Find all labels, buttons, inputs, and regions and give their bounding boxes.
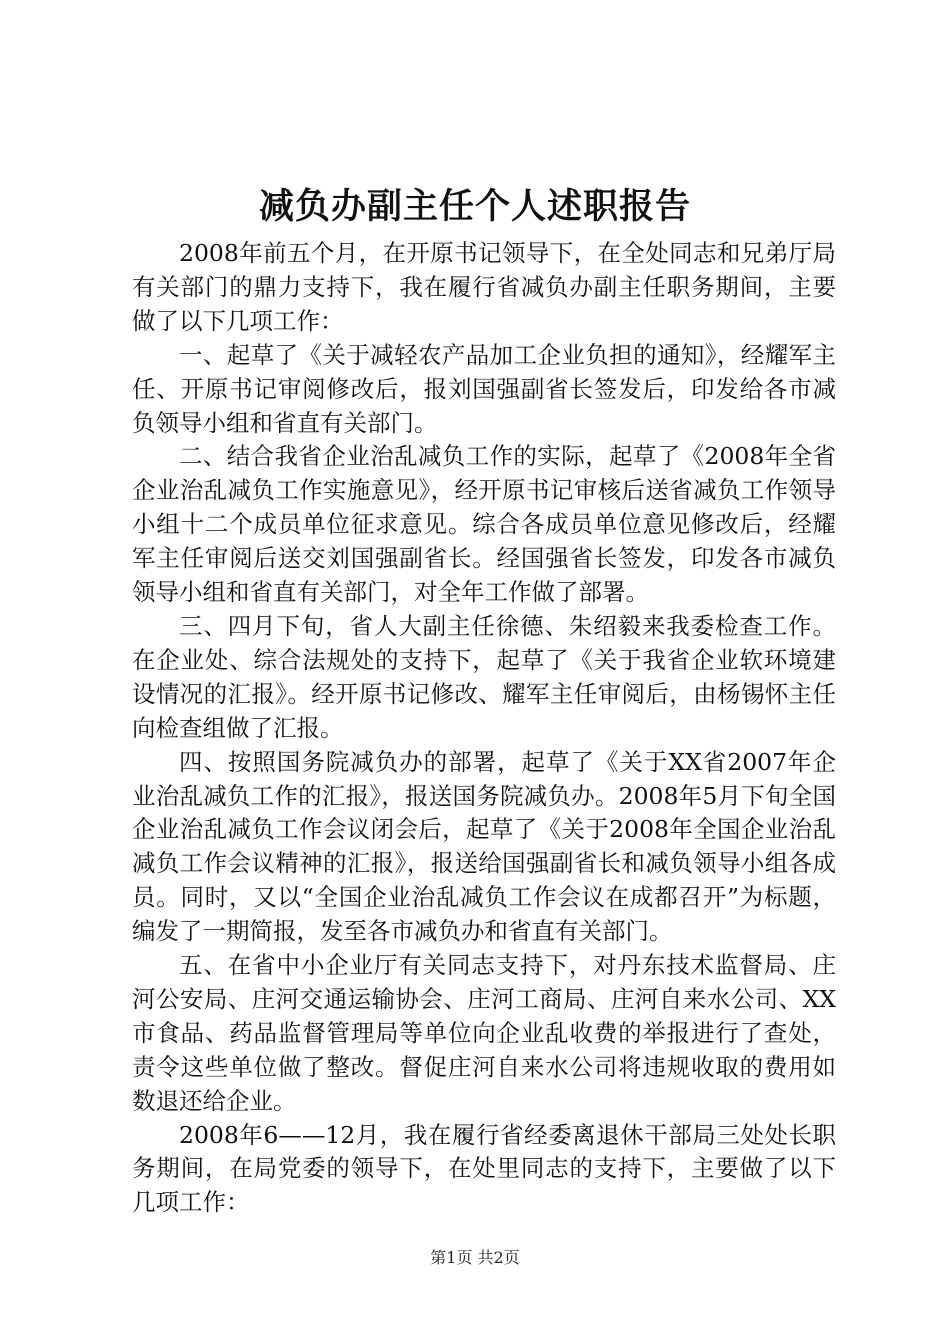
document-title: 减负办副主任个人述职报告 (258, 186, 691, 227)
paragraph-item-1: 一、起草了《关于减轻农产品加工企业负担的通知》，经耀军主任、开原书记审阅修改后，报刘国强副省长签发后，印发给各市减负领导小组和省直有关部门。 (132, 340, 836, 437)
paragraph-item-2: 二、结合我省企业治乱减负工作的实际，起草了《2008年全省企业治乱减负工作实施意见》，经开原书记审核后送省减负工作领导小组十二个成员单位征求意见。综合各成员单位意见修改后，经耀军主任审阅后送交刘国强副省长。经国强省长签发，印发各市减负领导小组和省直有关部门，对全年工作做了部署。 (132, 442, 836, 607)
document-body (132, 237, 836, 1220)
paragraph-intro: 2008年前五个月，在开原书记领导下，在全处同志和兄弟厅局有关部门的鼎力支持下，我在履行省减负办副主任职务期间，主要做了以下几项工作： (132, 239, 836, 335)
paragraph-second-period: 2008年6——12月，我在履行省经委离退休干部局三处处长职务期间，在局党委的领导下，在处里同志的支持下，主要做了以下几项工作： (132, 1120, 836, 1217)
page-footer: 第1页 共2页 (430, 1248, 520, 1267)
paragraph-item-4: 四、按照国务院减负办的部署，起草了《关于XX省2007年企业治乱减负工作的汇报》，报送国务院减负办。2008年5月下旬全国企业治乱减负工作会议闭会后，起草了《关于2008年全国企业治乱减负工作会议精神的汇报》，报送给国强副省长和减负领导小组各成员。同时，又以“全国企业治乱减负工作会议在成都召开”为标题，编发了一期简报，发至各市减负办和省直有关部门。 (132, 747, 836, 946)
paragraph-item-3: 三、四月下旬，省人大副主任徐德、朱绍毅来我委检查工作。在企业处、综合法规处的支持下，起草了《关于我省企业软环境建设情况的汇报》。经开原书记修改、耀军主任审阅后，由杨锡怀主任向检查组做了汇报。 (132, 611, 836, 742)
paragraph-item-5: 五、在省中小企业厅有关同志支持下，对丹东技术监督局、庄河公安局、庄河交通运输协会、庄河工商局、庄河自来水公司、XX市食品、药品监督管理局等单位向企业乱收费的举报进行了查处，责令这些单位做了整改。督促庄河自来水公司将违规收取的费用如数退还给企业。 (132, 951, 836, 1115)
